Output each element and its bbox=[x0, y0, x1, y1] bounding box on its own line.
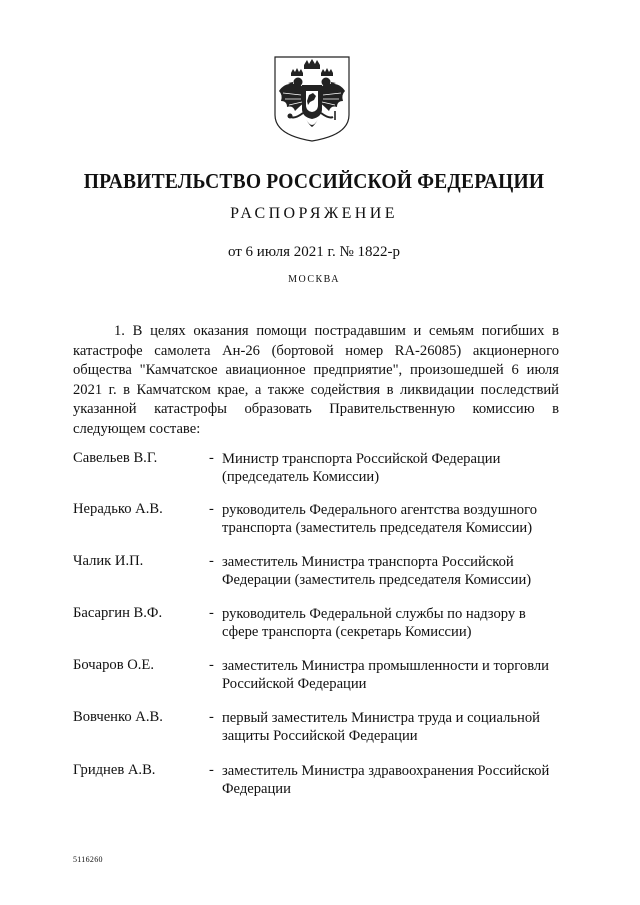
member-dash: - bbox=[209, 762, 214, 778]
document-city: МОСКВА bbox=[288, 274, 340, 285]
member-name: Бочаров О.Е. bbox=[73, 657, 154, 673]
member-role: Министр транспорта Российской Федерации (председатель Комиссии) bbox=[222, 451, 501, 485]
member-dash: - bbox=[209, 657, 214, 673]
member-dash: - bbox=[209, 450, 214, 466]
document-type: РАСПОРЯЖЕНИЕ bbox=[230, 205, 398, 222]
government-title: ПРАВИТЕЛЬСТВО РОССИЙСКОЙ ФЕДЕРАЦИИ bbox=[83, 169, 545, 193]
russian-coat-of-arms-icon bbox=[273, 55, 351, 143]
member-role: заместитель Министра транспорта Российской Федерации (заместитель председателя Комиссии) bbox=[222, 554, 532, 588]
member-role: руководитель Федеральной службы по надзору в сфере транспорта (секретарь Комиссии) bbox=[222, 606, 526, 640]
member-dash: - bbox=[209, 553, 214, 569]
member-dash: - bbox=[209, 501, 214, 517]
member-dash: - bbox=[209, 605, 214, 621]
document-date-number: от 6 июля 2021 г. № 1822-р bbox=[227, 244, 401, 260]
member-dash: - bbox=[209, 709, 214, 725]
member-name: Вовченко А.В. bbox=[73, 709, 163, 725]
member-role: руководитель Федерального агентства воздушного транспорта (заместитель председателя Комиссии) bbox=[222, 502, 537, 536]
member-name: Савельев В.Г. bbox=[73, 450, 158, 466]
member-role: заместитель Министра промышленности и торговли Российской Федерации bbox=[222, 658, 549, 692]
member-role: первый заместитель Министра труда и социальной защиты Российской Федерации bbox=[222, 710, 540, 744]
main-paragraph: 1. В целях оказания помощи пострадавшим и семьям погибших в катастрофе самолета Ан-26 (бортовой номер RA-26085) акционерного общества "Камчатское авиационное предприятие", произошедшей 6 июля 2021 г. в Камчатском крае, а также содействия в ликвидации последствий указанной катастрофы образовать Правительственную комиссию в следующем составе: bbox=[73, 323, 559, 437]
member-name: Гриднев А.В. bbox=[73, 762, 156, 778]
member-name: Чалик И.П. bbox=[73, 553, 144, 569]
member-name: Нерадько А.В. bbox=[73, 501, 163, 517]
member-role: заместитель Министра здравоохранения Российской Федерации bbox=[222, 763, 550, 797]
document-registry-number: 5116260 bbox=[73, 855, 103, 864]
member-name: Басаргин В.Ф. bbox=[73, 605, 163, 621]
